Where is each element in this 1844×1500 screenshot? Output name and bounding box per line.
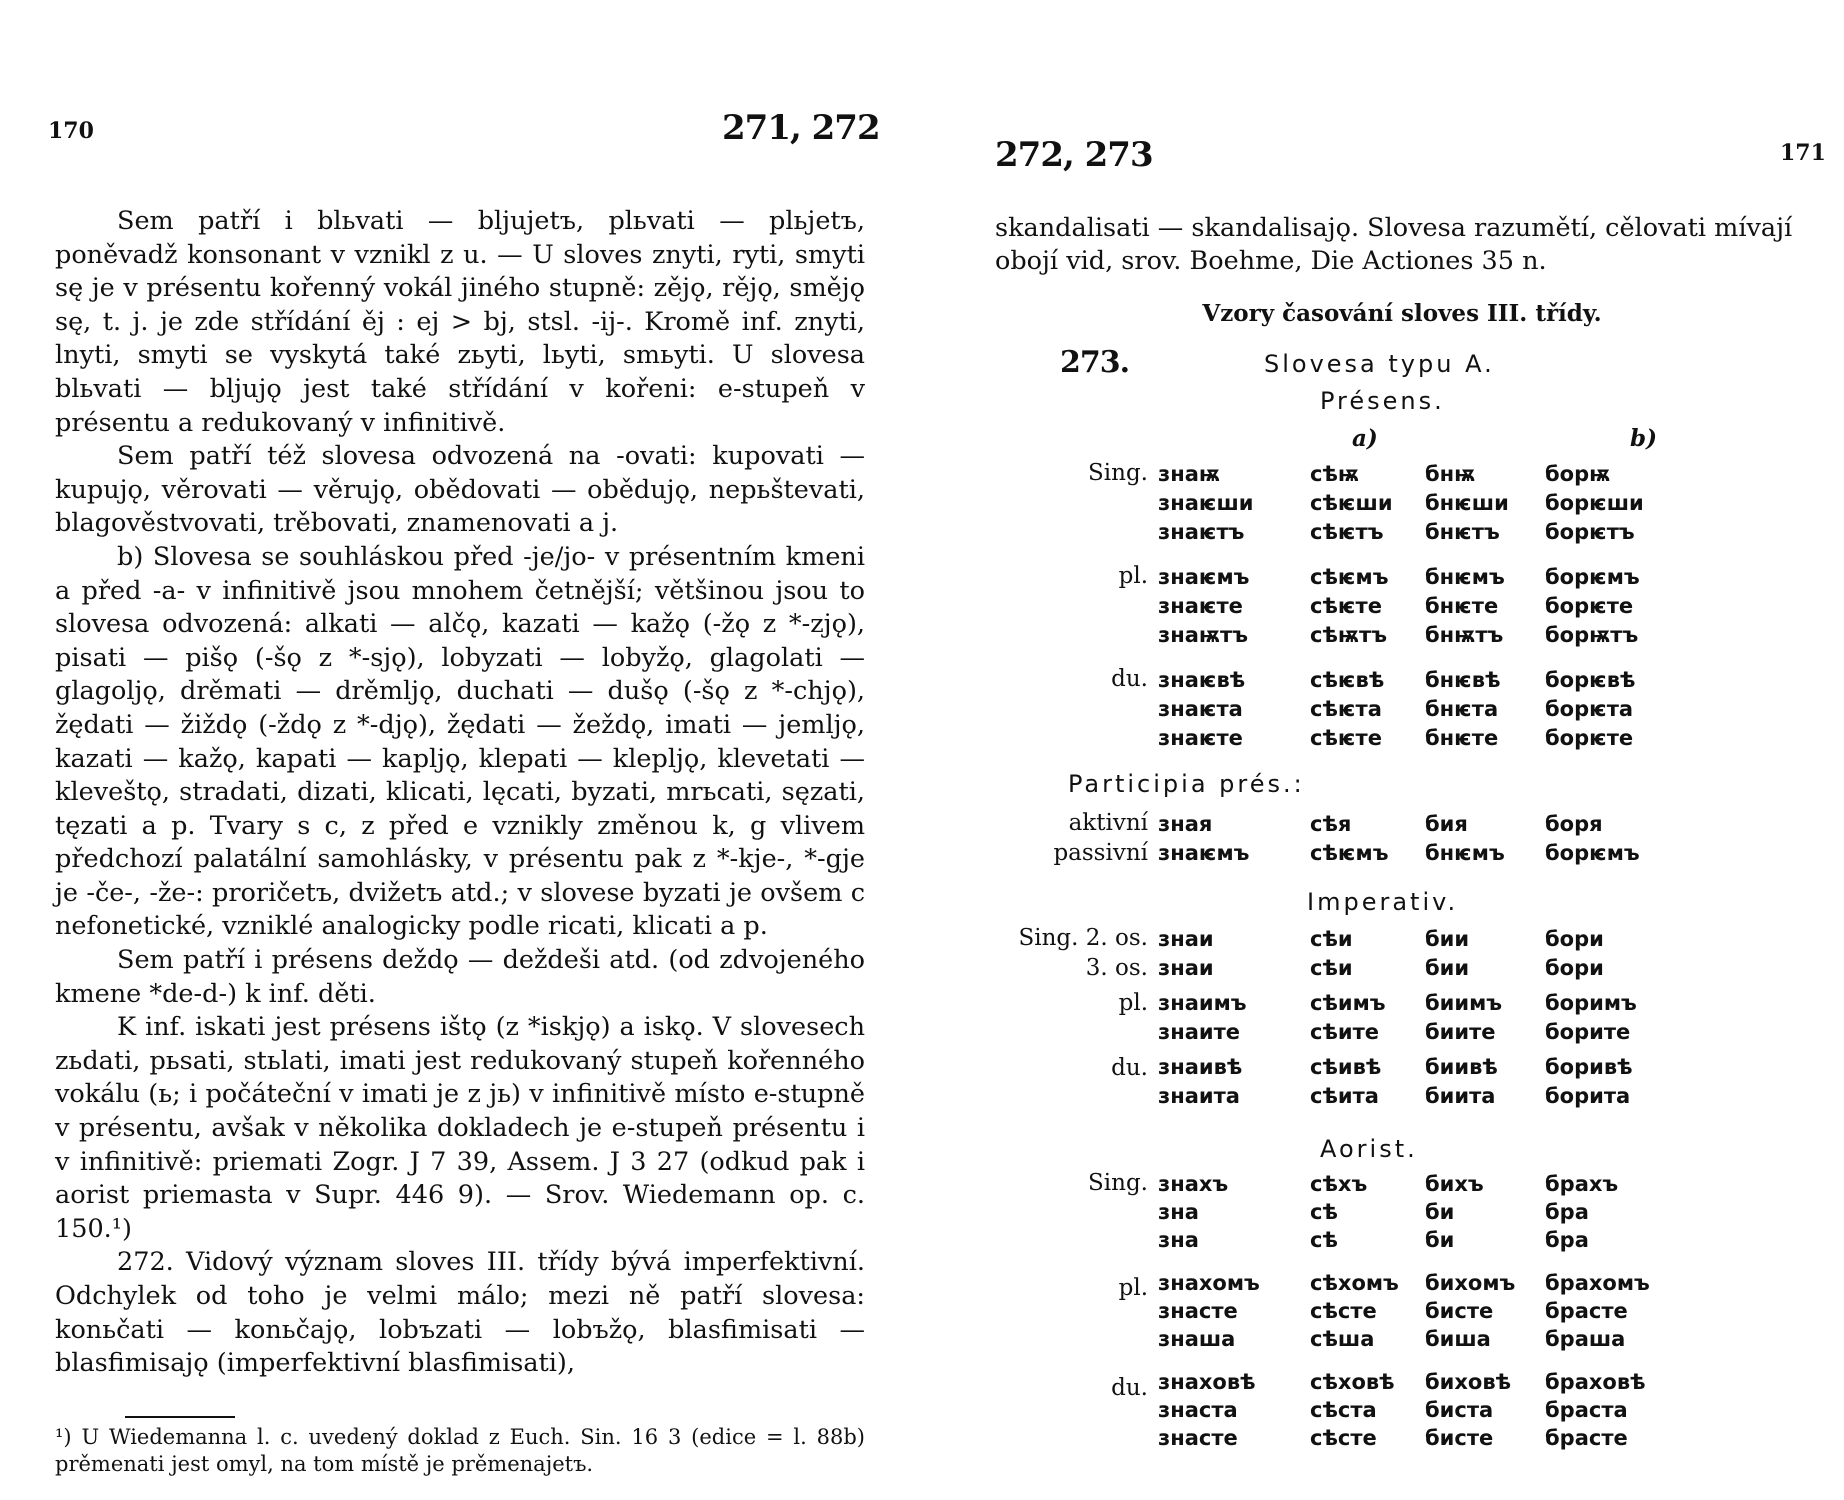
presens-label: Présens.	[1320, 387, 1445, 415]
paradigm-form: борѥши	[1545, 491, 1644, 515]
paradigm-form: борѥмъ	[1545, 565, 1640, 589]
paradigm-form: биша	[1425, 1327, 1491, 1351]
paradigm-form: сѣста	[1310, 1398, 1377, 1422]
paradigm-form: борѥте	[1545, 594, 1634, 618]
paradigm-form: знаѭ	[1158, 462, 1221, 486]
paradigm-form: знаѥши	[1158, 491, 1254, 515]
paradigm-form: бнѭ	[1425, 462, 1476, 486]
paradigm-form: браста	[1545, 1398, 1628, 1422]
paradigm-form: сѣѭ	[1310, 462, 1360, 486]
footnote: ¹) U Wiedemanna l. c. uvedený doklad z Euch. Sin. 16 3 (edice = l. 88b) prěmenati jest omyl, na tom místě je prěmenajetъ.	[55, 1425, 865, 1476]
paradigm-form: бори	[1545, 956, 1604, 980]
paradigm-form: сѣя	[1310, 812, 1352, 836]
intro-text: skandalisati — skandalisajǫ. Slovesa razumětí, cělovati mívají obojí vid, srov. Boehme, Die Actiones 35 n.	[995, 213, 1793, 276]
paradigm-form: борѥте	[1545, 726, 1634, 750]
paradigm-form: знасте	[1158, 1299, 1238, 1323]
paradigm-form: брасте	[1545, 1299, 1628, 1323]
paradigm-form: бихомъ	[1425, 1271, 1516, 1295]
label-sing: Sing.	[1088, 460, 1148, 486]
right-page	[960, 0, 1844, 1500]
paradigm-form: браша	[1545, 1327, 1626, 1351]
label-sing: Sing.	[1088, 1170, 1148, 1196]
paradigm-form: сѣите	[1310, 1020, 1380, 1044]
paradigm-form: борѥвѣ	[1545, 668, 1636, 692]
paradigm-form: борѥта	[1545, 697, 1634, 721]
paradigm-form: сѣѥта	[1310, 697, 1382, 721]
paradigm-form: знаѥта	[1158, 697, 1243, 721]
paradigm-form: знаита	[1158, 1084, 1240, 1108]
label-aktivni: aktivní	[1068, 810, 1148, 836]
paradigm-form: бии	[1425, 956, 1470, 980]
paradigm-form: знахомъ	[1158, 1271, 1260, 1295]
section-number: 273.	[1060, 345, 1130, 380]
paradigm-form: знаѥмъ	[1158, 565, 1250, 589]
paradigm-form: сѣи	[1310, 927, 1353, 951]
column-a-label: a)	[1352, 425, 1378, 452]
paradigm-form: бисте	[1425, 1299, 1494, 1323]
paragraph: b) Slovesa se souhláskou před -je/jo- v présentním kmeni a před -a- v infinitivě jsou mnohem četnější; většinou jsou to slovesa odvozená: alkati — alčǫ, kazati — kažǫ (-žǫ z *-zjǫ), pisati — pišǫ (-šǫ z *-sjǫ), lobyzati — lobyžǫ, glagolati — glagoljǫ, drěmati — drěmljǫ, duchati — dušǫ (-šǫ z *-chjǫ), žędati — žiždǫ (-ždǫ z *-djǫ), žędati — žeždǫ, imati — jemljǫ, kazati — kažǫ, kapati — kapljǫ, klepati — klepljǫ, klevetati — kleveštǫ, stradati, dizati, klicati, lęcati, byzati, mrьcati, sęzati, tęzati a p. Tvary s c, z před e vznikly změnou k, g vlivem předchozí palatální samohlásky, v présentu pak z *-kje-, *-gje je -če-, -že-: proričetъ, dvižetъ atd.; v slovese byzati je ovšem c nefonetické, vzniklé analogicky podle ricati, klicati a p.	[55, 541, 865, 942]
paradigm-form: брасте	[1545, 1426, 1628, 1450]
paradigm-form: борѥмъ	[1545, 841, 1640, 865]
paradigm-form: бнѥтъ	[1425, 520, 1500, 544]
footnote-rule	[125, 1416, 235, 1418]
label-du: du.	[1111, 1055, 1148, 1081]
paradigm-form: сѣимъ	[1310, 991, 1386, 1015]
paradigm-form: боривѣ	[1545, 1055, 1633, 1079]
paradigm-form: знасте	[1158, 1426, 1238, 1450]
paradigm-form: борѭтъ	[1545, 623, 1639, 647]
label-pl: pl.	[1118, 563, 1148, 589]
aorist-label: Aorist.	[1320, 1135, 1418, 1163]
paradigm-form: знаховѣ	[1158, 1370, 1256, 1394]
paradigm-form: сѣсте	[1310, 1299, 1377, 1323]
paradigm-form: знаѥмъ	[1158, 841, 1250, 865]
paradigm-form: борите	[1545, 1020, 1631, 1044]
paradigm-form: боримъ	[1545, 991, 1637, 1015]
page-number-right: 171	[1780, 140, 1826, 166]
paradigm-form: знаѥвѣ	[1158, 668, 1246, 692]
paradigm-form: знаша	[1158, 1327, 1236, 1351]
paradigm-form: бия	[1425, 812, 1468, 836]
paradigm-form: сѣѥши	[1310, 491, 1393, 515]
paradigm-form: биимъ	[1425, 991, 1503, 1015]
paragraph: Sem patří i présens deždǫ — deždeši atd. (od zdvojeného kmene *de-d-) k inf. děti.	[55, 945, 865, 1009]
paradigm-form: бихъ	[1425, 1172, 1484, 1196]
paradigm-form: брахомъ	[1545, 1271, 1650, 1295]
paradigm-form: бори	[1545, 927, 1604, 951]
paradigm-form: биите	[1425, 1020, 1496, 1044]
paradigm-form: сѣховѣ	[1310, 1370, 1395, 1394]
paradigm-form: знахъ	[1158, 1172, 1229, 1196]
label-pl: pl.	[1118, 990, 1148, 1016]
type-label: Slovesa typu A.	[1264, 350, 1495, 378]
label-passivni: passivní	[1053, 840, 1148, 866]
paradigm-form: сѣивѣ	[1310, 1055, 1382, 1079]
paradigm-form: знаи	[1158, 956, 1214, 980]
paradigm-form: би	[1425, 1200, 1455, 1224]
paradigm-form: знаивѣ	[1158, 1055, 1243, 1079]
paradigm-form: бии	[1425, 927, 1470, 951]
paradigm-form: знаѥте	[1158, 594, 1243, 618]
paradigm-form: сѣсте	[1310, 1426, 1377, 1450]
page-number-left: 170	[48, 118, 94, 144]
paradigm-form: сѣша	[1310, 1327, 1375, 1351]
paradigm-form: знаите	[1158, 1020, 1241, 1044]
paradigm-form: биита	[1425, 1084, 1496, 1108]
label-pl: pl.	[1118, 1275, 1148, 1301]
paradigm-form: брахъ	[1545, 1172, 1619, 1196]
paradigm-form: сѣѥвѣ	[1310, 668, 1385, 692]
column-b-label: b)	[1630, 425, 1657, 452]
paradigm-heading: Vzory časování sloves III. třídy.	[1202, 300, 1602, 327]
paradigm-form: браховѣ	[1545, 1370, 1646, 1394]
label-3-os: 3. os.	[1085, 955, 1148, 981]
paradigm-form: бра	[1545, 1228, 1589, 1252]
paragraph: 272. Vidový význam sloves III. třídy bývá imperfektivní. Odchylek od toho je velmi málo; mezi ně patří slovesa: konьčati — konьčajǫ, lobъzati — lobъžǫ, blasfimisati — blasfimisajǫ (imperfektivní blasfimisati),	[55, 1247, 865, 1379]
paradigm-form: знаѥте	[1158, 726, 1243, 750]
paradigm-form: бнѥта	[1425, 697, 1499, 721]
paradigm-form: сѣита	[1310, 1084, 1379, 1108]
paradigm-form: бисте	[1425, 1426, 1494, 1450]
paradigm-form: знаѭтъ	[1158, 623, 1248, 647]
paradigm-form: бнѥте	[1425, 726, 1499, 750]
paradigm-form: зная	[1158, 812, 1213, 836]
paradigm-form: бнѥмъ	[1425, 841, 1505, 865]
label-sing-2-os: Sing. 2. os.	[1018, 925, 1148, 951]
paradigm-form: биста	[1425, 1398, 1494, 1422]
paradigm-form: знаѥтъ	[1158, 520, 1245, 544]
paradigm-form: сѣхъ	[1310, 1172, 1368, 1196]
paradigm-form: бнѥши	[1425, 491, 1509, 515]
paradigm-form: сѣ	[1310, 1200, 1338, 1224]
paradigm-form: сѣѥтъ	[1310, 520, 1384, 544]
paradigm-form: борита	[1545, 1084, 1631, 1108]
paradigm-form: биивѣ	[1425, 1055, 1498, 1079]
imperativ-label: Imperativ.	[1307, 888, 1459, 916]
paradigm-form: сѣхомъ	[1310, 1271, 1399, 1295]
paradigm-form: бнѥвѣ	[1425, 668, 1501, 692]
paradigm-form: знаи	[1158, 927, 1214, 951]
paradigm-form: знаста	[1158, 1398, 1238, 1422]
section-ref-right: 272, 273	[995, 135, 1153, 175]
paradigm-form: сѣѭтъ	[1310, 623, 1388, 647]
paradigm-form: бнѭтъ	[1425, 623, 1504, 647]
left-body-text	[55, 205, 865, 1381]
paradigm-form: сѣѥте	[1310, 594, 1382, 618]
paragraph: K inf. iskati jest présens ištǫ (z *iskjǫ) a iskǫ. V slovesech zьdati, pьsati, stьlati, imati jest redukovaný stupeň kořenného vokálu (ь; i počáteční v imati je z jь) v infinitivě místo e-stupně v présentu, avšak v několika dokladech je e-stupeň présentu i v infinitivě: priemati Zogr. J 7 39, Assem. J 3 27 (odkud pak i aorist priemasta v Supr. 446 9). — Srov. Wiedemann op. c. 150.¹)	[55, 1012, 865, 1244]
paradigm-form: борѥтъ	[1545, 520, 1635, 544]
label-du: du.	[1111, 666, 1148, 692]
paradigm-form: сѣ	[1310, 1228, 1338, 1252]
paradigm-form: бра	[1545, 1200, 1589, 1224]
paradigm-form: би	[1425, 1228, 1455, 1252]
paradigm-form: биховѣ	[1425, 1370, 1512, 1394]
paradigm-form: борѭ	[1545, 462, 1611, 486]
paradigm-form: зна	[1158, 1200, 1199, 1224]
participia-label: Participia prés.:	[1068, 770, 1305, 798]
paragraph: Sem patří též slovesa odvozená na -ovati: kupovati — kupujǫ, věrovati — věrujǫ, obědovati — obědujǫ, nepьštevati, blagověstvovati, trěbovati, znamenovati a j.	[55, 441, 865, 539]
paradigm-form: боря	[1545, 812, 1603, 836]
paradigm-form: сѣѥте	[1310, 726, 1382, 750]
left-page	[0, 0, 900, 1500]
paradigm-form: сѣѥмъ	[1310, 565, 1389, 589]
paradigm-form: знаимъ	[1158, 991, 1247, 1015]
label-du: du.	[1111, 1375, 1148, 1401]
paradigm-form: бнѥте	[1425, 594, 1499, 618]
section-ref-left: 271, 272	[722, 108, 880, 148]
paradigm-form: бнѥмъ	[1425, 565, 1505, 589]
paradigm-form: сѣѥмъ	[1310, 841, 1389, 865]
paradigm-form: сѣи	[1310, 956, 1353, 980]
paragraph: Sem patří i blьvati — bljujetъ, plьvati — plьjetъ, poněvadž konsonant v vznikl z u. — U sloves znyti, ryti, smyti sę je v présentu kořenný vokál jiného stupně: zějǫ, rějǫ, smějǫ sę, t. j. je zde střídání ěj : ej > bj, stsl. -ij-. Kromě inf. znyti, lnyti, smyti se vyskytá také zьyti, lьyti, smьyti. U slovesa blьvati — bljujǫ jest také střídání v kořeni: e-stupeň v présentu a redukovaný v infinitivě.	[55, 206, 865, 438]
paradigm-form: зна	[1158, 1228, 1199, 1252]
